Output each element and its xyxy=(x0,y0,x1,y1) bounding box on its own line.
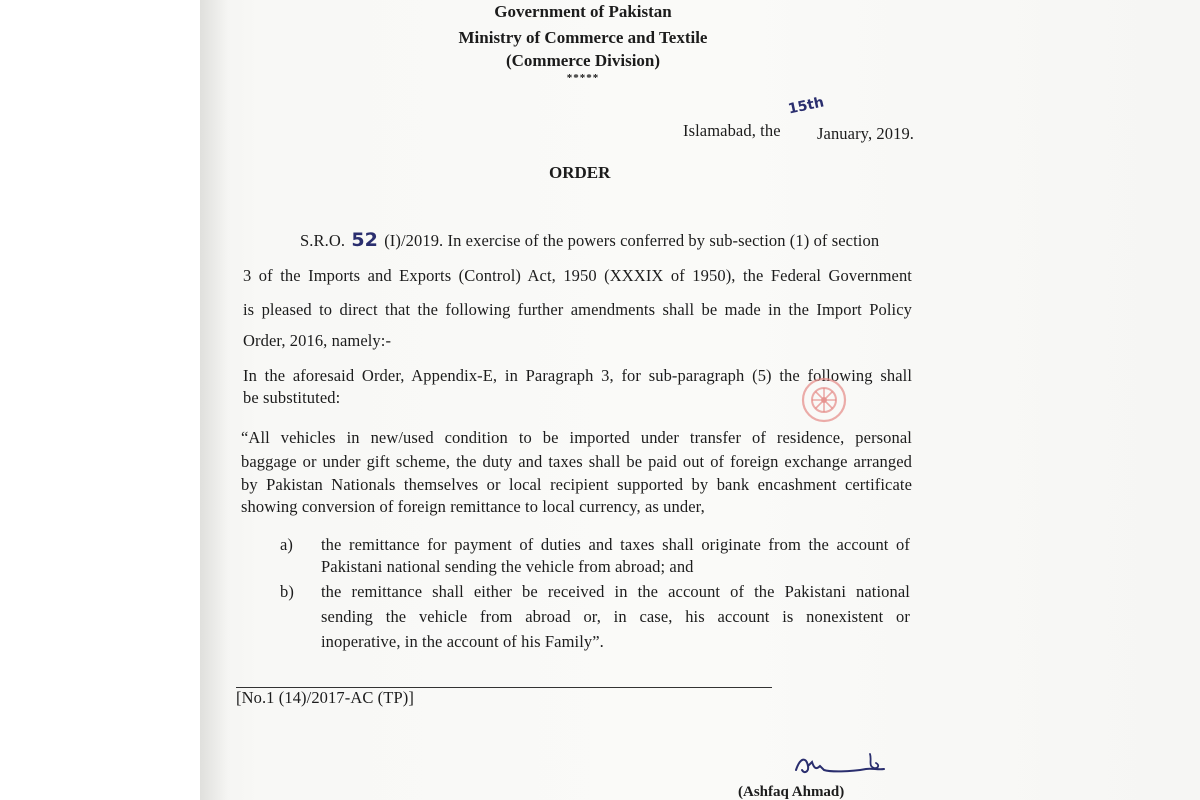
stamp-watermark-icon xyxy=(800,376,848,424)
order-title: ORDER xyxy=(549,163,611,182)
sro-line-1-text: (I)/2019. In exercise of the powers conferred by sub-section (1) of section xyxy=(384,231,880,250)
header-government: Government of Pakistan xyxy=(494,2,672,21)
signatory-name: (Ashfaq Ahmad) xyxy=(738,784,845,800)
item-b-marker: b) xyxy=(280,582,294,601)
amendment-line-2: be substituted: xyxy=(243,388,341,407)
header-ministry: Ministry of Commerce and Textile xyxy=(458,28,708,47)
sro-prefix: S.R.O. xyxy=(300,231,346,250)
item-a-line-2: Pakistani national sending the vehicle from abroad; and xyxy=(321,557,694,576)
item-a-line-1: the remittance for payment of duties and taxes shall originate from the account of xyxy=(321,535,910,554)
item-b-line-1: the remittance shall either be received in the account of the Pakistani national xyxy=(321,582,910,601)
header-division: (Commerce Division) xyxy=(505,51,661,70)
item-b-line-3: inoperative, in the account of his Family”. xyxy=(321,632,604,651)
date-place: Islamabad, the xyxy=(683,121,781,140)
sro-line-3: is pleased to direct that the following further amendments shall be made in the Import Policy xyxy=(243,300,912,319)
quote-line-2: baggage or under gift scheme, the duty and taxes shall be paid out of foreign exchange arranged xyxy=(241,452,912,471)
handwritten-date-day: 15th xyxy=(786,94,826,118)
header-stars: ***** xyxy=(566,72,600,84)
signature-mark xyxy=(790,748,900,788)
sro-line-4: Order, 2016, namely:- xyxy=(243,331,392,350)
sro-handwritten-number: 52 xyxy=(351,229,378,251)
document-page xyxy=(200,0,1200,800)
quote-line-1: “All vehicles in new/used condition to be imported under transfer of residence, personal xyxy=(241,428,912,447)
item-a-marker: a) xyxy=(280,535,294,554)
item-b-line-2: sending the vehicle from abroad or, in case, his account is nonexistent or xyxy=(321,607,910,626)
date-month-year: January, 2019. xyxy=(817,124,915,143)
quote-line-4: showing conversion of foreign remittance to local currency, as under, xyxy=(241,497,705,516)
amendment-line-1: In the aforesaid Order, Appendix-E, in Paragraph 3, for sub-paragraph (5) the following shall xyxy=(243,366,912,385)
quote-line-3: by Pakistan Nationals themselves or local recipient supported by bank encashment certificate xyxy=(241,475,912,494)
sro-line-1 xyxy=(300,229,912,251)
sro-line-2: 3 of the Imports and Exports (Control) Act, 1950 (XXXIX of 1950), the Federal Government xyxy=(243,266,912,285)
page-edge-shadow xyxy=(200,0,228,800)
file-number: [No.1 (14)/2017-AC (TP)] xyxy=(236,688,414,707)
